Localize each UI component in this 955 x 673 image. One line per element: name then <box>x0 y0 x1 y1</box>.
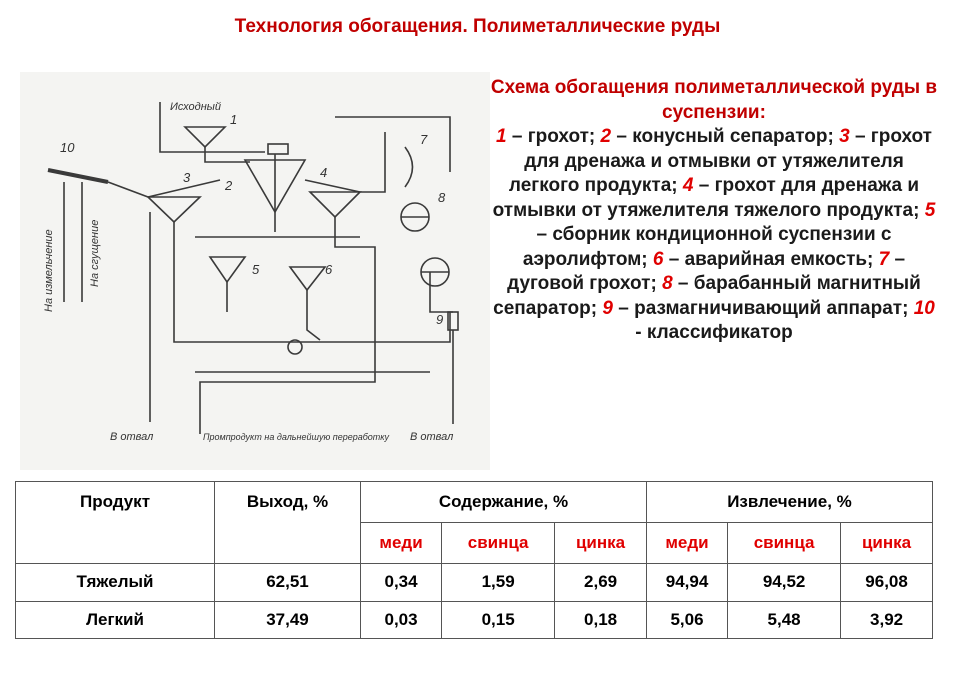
flow-diagram <box>20 72 490 470</box>
cell-value: 1,59 <box>442 564 555 602</box>
arc-screen-7 <box>405 147 413 187</box>
header-content: Содержание, % <box>361 482 647 523</box>
flow-diagram-svg <box>20 72 490 470</box>
label-4: 4 <box>320 165 328 180</box>
subheader-cell: свинца <box>442 523 555 564</box>
legend-number: 8 <box>662 273 673 294</box>
cell-value: 0,34 <box>361 564 442 602</box>
legend-text: – дуговой грохот; <box>507 248 906 294</box>
subheader-cell: свинца <box>728 523 841 564</box>
header-product: Продукт <box>16 482 215 564</box>
cell-product: Легкий <box>16 601 215 639</box>
legend-text: – грохот; <box>506 126 601 147</box>
label-source: Исходный <box>170 101 221 113</box>
legend-text: – конусный сепаратор; <box>611 126 840 147</box>
cell-value: 5,48 <box>728 601 841 639</box>
label-10: 10 <box>60 140 75 155</box>
legend-text: - классификатор <box>635 322 793 343</box>
legend-number: 5 <box>924 199 936 221</box>
label-8: 8 <box>438 190 446 205</box>
cell-value: 94,94 <box>646 564 727 602</box>
legend-number: 3 <box>839 126 850 147</box>
header-yield: Выход, % <box>215 482 361 564</box>
label-middling: Промпродукт на дальнейшую переработку <box>203 432 390 442</box>
screen-3 <box>148 197 200 222</box>
legend-text: – аварийная емкость; <box>663 248 879 270</box>
subheader-cell: цинка <box>555 523 647 564</box>
cell-yield: 37,49 <box>215 601 361 639</box>
label-tail-left: В отвал <box>110 431 154 443</box>
label-tail-right: В отвал <box>410 431 454 443</box>
cell-value: 0,18 <box>555 601 647 639</box>
header-recovery: Извлечение, % <box>646 482 932 523</box>
cell-value: 2,69 <box>555 564 647 602</box>
legend-text: – грохот для дренажа и отмывки от утяжелителя легкого продукта; <box>508 126 932 196</box>
label-6: 6 <box>325 262 333 277</box>
page-title: Технология обогащения. Полиметаллические руды <box>234 16 721 37</box>
legend-number: 10 <box>913 297 935 319</box>
screen-1 <box>185 127 225 147</box>
label-5: 5 <box>252 262 260 277</box>
table-header-row <box>16 482 933 523</box>
legend-number: 7 <box>878 248 890 270</box>
results-table <box>15 481 933 639</box>
legend-number: 2 <box>600 126 612 147</box>
legend-number: 6 <box>652 248 664 270</box>
cell-product: Тяжелый <box>16 564 215 602</box>
legend-number: 9 <box>602 297 613 319</box>
subheader-cell: меди <box>361 523 442 564</box>
emergency-tank-6 <box>290 267 325 290</box>
collector-5 <box>210 257 245 282</box>
cell-value: 0,15 <box>442 601 555 639</box>
legend-text: – грохот для дренажа и отмывки от утяжелителя тяжелого продукта; <box>492 175 925 221</box>
legend-text: – барабанный магнитный сепаратор; <box>493 273 921 319</box>
legend-number: 4 <box>682 175 694 196</box>
cell-value: 94,52 <box>728 564 841 602</box>
label-3: 3 <box>183 170 191 185</box>
legend-number: 1 <box>496 126 507 147</box>
table-row <box>16 564 933 602</box>
label-to-thickening: На сгущение <box>89 219 101 287</box>
cell-value: 0,03 <box>361 601 442 639</box>
scheme-description <box>488 76 940 346</box>
label-7: 7 <box>420 132 428 147</box>
cell-value: 5,06 <box>646 601 727 639</box>
subheader-cell: меди <box>646 523 727 564</box>
cell-value: 96,08 <box>841 564 933 602</box>
label-to-crushing: На измельчение <box>43 229 55 312</box>
table-row <box>16 601 933 639</box>
description-heading: Схема обогащения полиметаллической руды в суспензии: <box>490 77 938 123</box>
legend-text: – сборник кондиционной суспензии с аэролифтом; <box>522 224 892 270</box>
description-items <box>493 126 936 343</box>
label-9: 9 <box>436 312 444 327</box>
screen-4 <box>310 192 360 217</box>
label-2: 2 <box>225 178 233 193</box>
legend-text: – размагничивающий аппарат; <box>612 297 914 319</box>
cell-yield: 62,51 <box>215 564 361 602</box>
subheader-cell: цинка <box>841 523 933 564</box>
cell-value: 3,92 <box>841 601 933 639</box>
label-1: 1 <box>230 112 238 127</box>
classifier-10 <box>48 170 108 182</box>
